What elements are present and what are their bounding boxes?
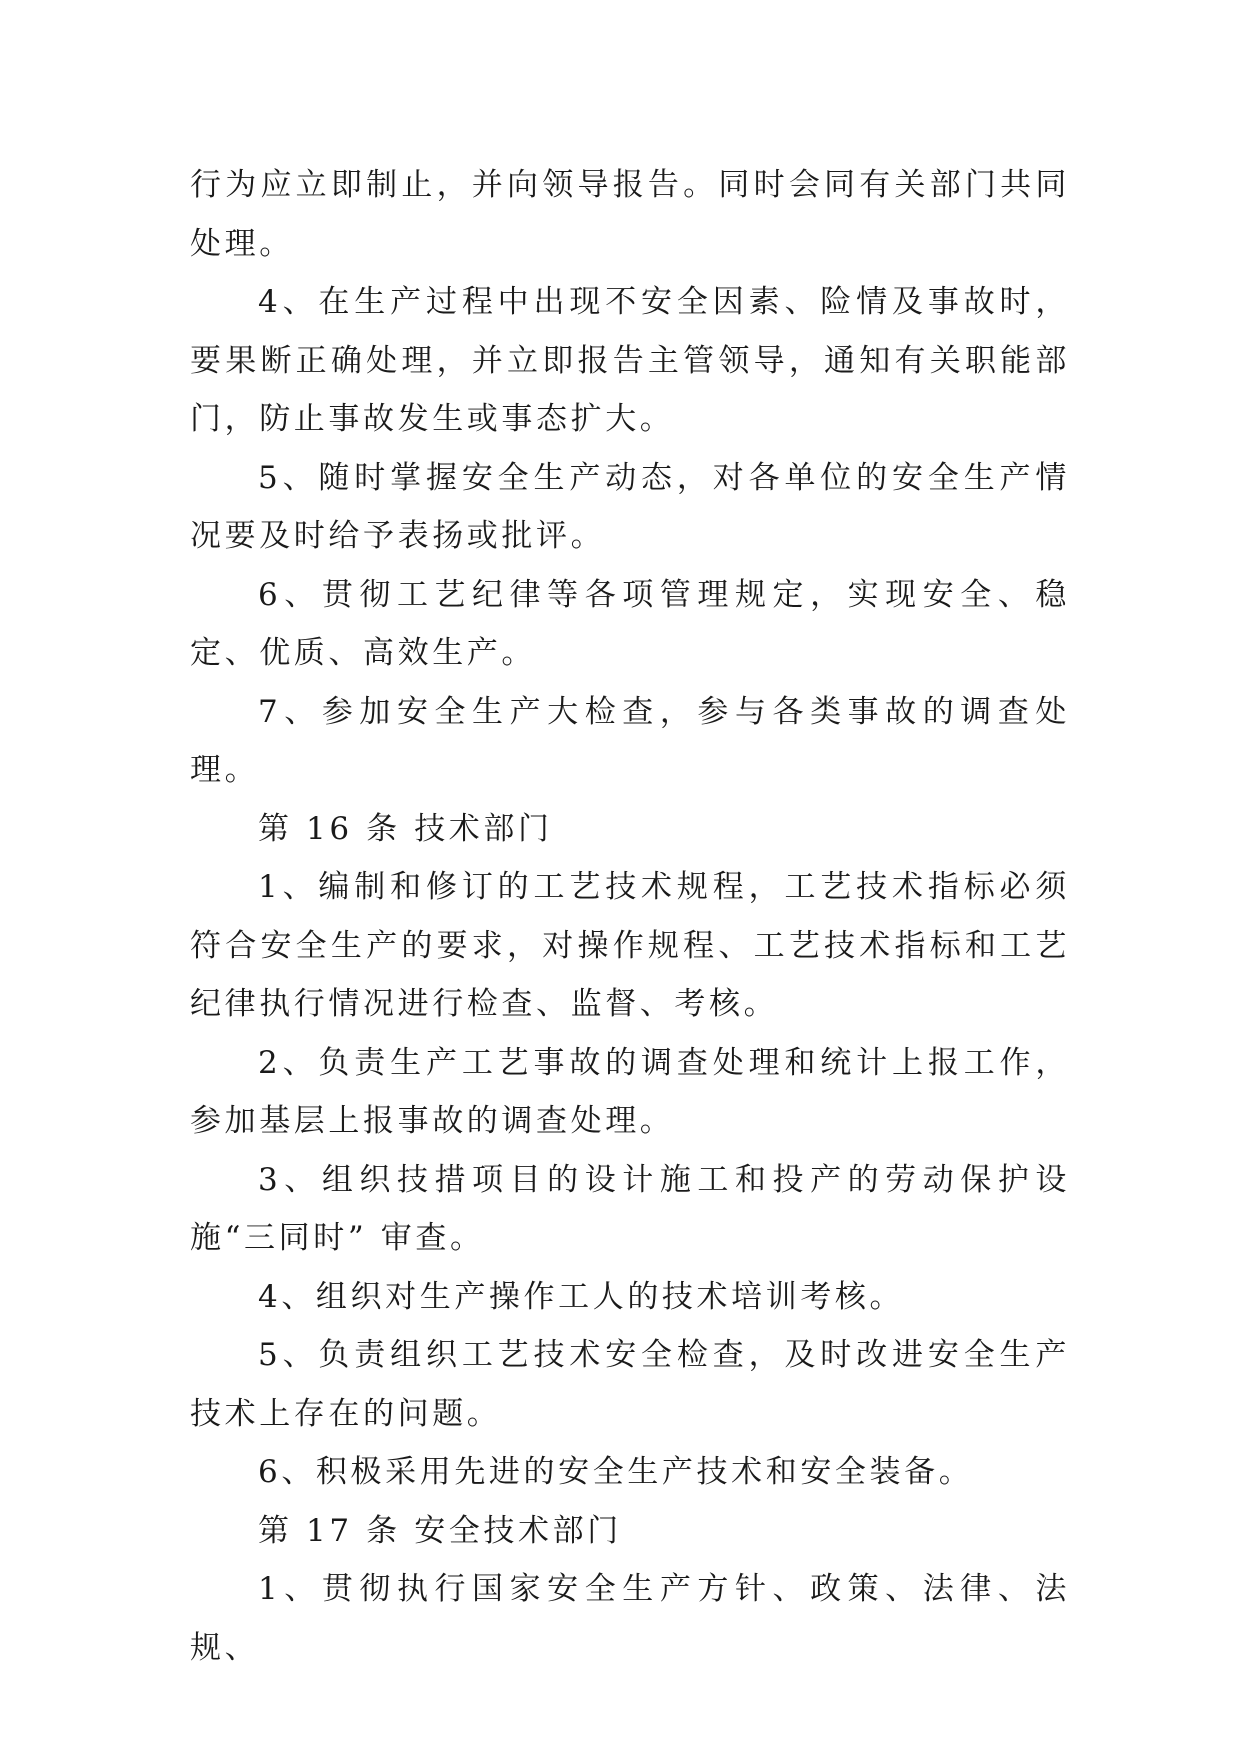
- paragraph: 4、在生产过程中出现不安全因素、险情及事故时，要果断正确处理，并立即报告主管领导，通知有关职能部门，防止事故发生或事态扩大。: [190, 284, 1070, 437]
- paragraph: 6、贯彻工艺纪律等各项管理规定，实现安全、稳定、优质、高效生产。: [190, 576, 1070, 671]
- document-body: [190, 156, 1070, 1677]
- section-heading: 第 17 条 安全技术部门: [258, 1512, 622, 1549]
- paragraph: 5、负责组织工艺技术安全检查，及时改进安全生产技术上存在的问题。: [190, 1337, 1070, 1432]
- paragraph: 4、组织对生产操作工人的技术培训考核。: [258, 1278, 905, 1315]
- paragraph: 2、负责生产工艺事故的调查处理和统计上报工作，参加基层上报事故的调查处理。: [190, 1044, 1070, 1139]
- paragraph: 1、贯彻执行国家安全生产方针、政策、法律、法规、: [190, 1571, 1070, 1666]
- paragraph: 3、组织技措项目的设计施工和投产的劳动保护设施“三同时” 审查。: [190, 1161, 1070, 1256]
- paragraph: 行为应立即制止，并向领导报告。同时会同有关部门共同处理。: [190, 167, 1070, 262]
- paragraph: 7、参加安全生产大检查，参与各类事故的调查处理。: [190, 693, 1070, 788]
- paragraph: 1、编制和修订的工艺技术规程，工艺技术指标必须符合安全生产的要求，对操作规程、工艺技术指标和工艺纪律执行情况进行检查、监督、考核。: [190, 869, 1070, 1022]
- section-heading: 第 16 条 技术部门: [258, 810, 553, 847]
- paragraph: 5、随时掌握安全生产动态，对各单位的安全生产情况要及时给予表扬或批评。: [190, 459, 1070, 554]
- paragraph: 6、积极采用先进的安全生产技术和安全装备。: [258, 1454, 974, 1490]
